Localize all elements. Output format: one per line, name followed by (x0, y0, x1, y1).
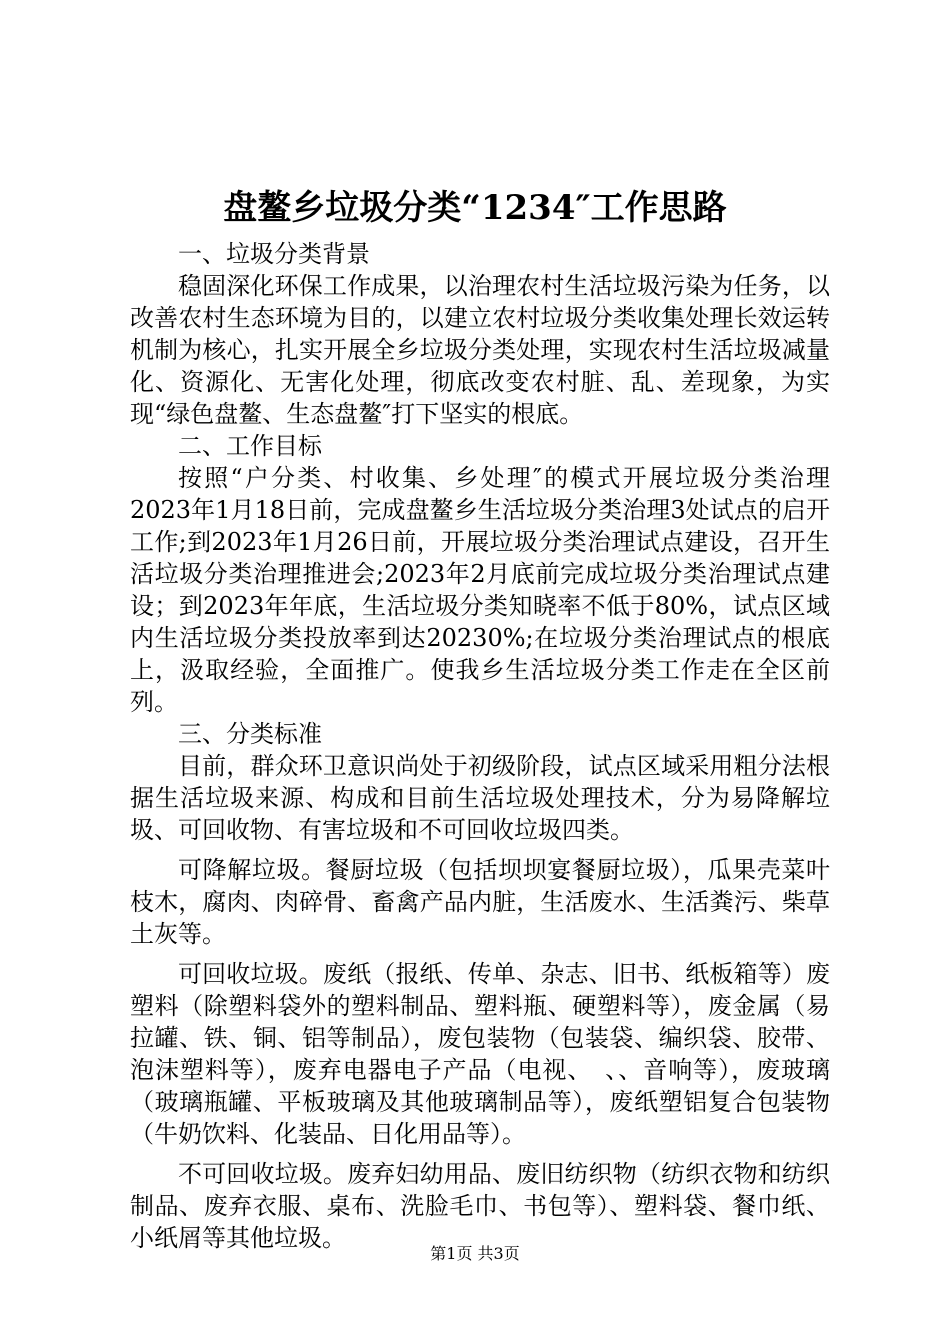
paragraph-background: 稳固深化环保工作成果，以治理农村生活垃圾污染为任务，以改善农村生态环境为目的，以建立农村垃圾分类收集处理长效运转机制为核心，扎实开展全乡垃圾分类处理，实现农村生活垃圾减量化、资源化、无害化处理，彻底改变农村脏、乱、差现象，为实现“绿色盘鳌、生态盘鳌″打下坚实的根底。 (130, 272, 830, 428)
paragraph-non-recyclable-waste: 不可回收垃圾。废弃妇幼用品、废旧纺织物（纺织衣物和纺织制品、废弃衣服、桌布、洗脸毛巾、书包等）、塑料袋、餐巾纸、小纸屑等其他垃圾。 (130, 1160, 830, 1252)
section-heading-standards: 三、分类标准 (178, 720, 322, 748)
section-heading-goals: 二、工作目标 (178, 432, 322, 460)
paragraph-standards-intro: 目前，群众环卫意识尚处于初级阶段，试点区域采用粗分法根据生活垃圾来源、构成和目前生活垃圾处理技术，分为易降解垃圾、可回收物、有害垃圾和不可回收垃圾四类。 (130, 752, 830, 844)
document-title: 盘鳌乡垃圾分类“1234″工作思路 (223, 188, 727, 228)
paragraph-recyclable-waste: 可回收垃圾。废纸（报纸、传单、杂志、旧书、纸板箱等）废塑料（除塑料袋外的塑料制品、塑料瓶、硬塑料等），废金属（易拉罐、铁、铜、铝等制品），废包装物（包装袋、编织袋、胶带、泡沫塑料等），废弃电器电子产品（电视、 、、音响等），废玻璃（玻璃瓶罐、平板玻璃及其他玻璃制品等），废纸塑铝复合包装物（牛奶饮料、化装品、日化用品等）。 (130, 960, 830, 1148)
paragraph-goals: 按照“户分类、村收集、乡处理″的模式开展垃圾分类治理2023年1月18日前，完成盘鳌乡生活垃圾分类治理3处试点的启开工作;到2023年1月26日前，开展垃圾分类治理试点建设，召开生活垃圾分类治理推进会;2023年2月底前完成垃圾分类治理试点建设；到2023年年底，生活垃圾分类知晓率不低于80%，试点区域内生活垃圾分类投放率到达20230%;在垃圾分类治理试点的根底上，汲取经验，全面推广。使我乡生活垃圾分类工作走在全区前列。 (130, 464, 830, 716)
page-number-footer: 第1页 共3页 (430, 1244, 520, 1263)
paragraph-degradable-waste: 可降解垃圾。餐厨垃圾（包括坝坝宴餐厨垃圾），瓜果壳菜叶枝木，腐肉、肉碎骨、畜禽产品内脏，生活废水、生活粪污、柴草土灰等。 (130, 856, 830, 948)
document-body (130, 238, 830, 1254)
section-heading-background: 一、垃圾分类背景 (178, 240, 370, 268)
